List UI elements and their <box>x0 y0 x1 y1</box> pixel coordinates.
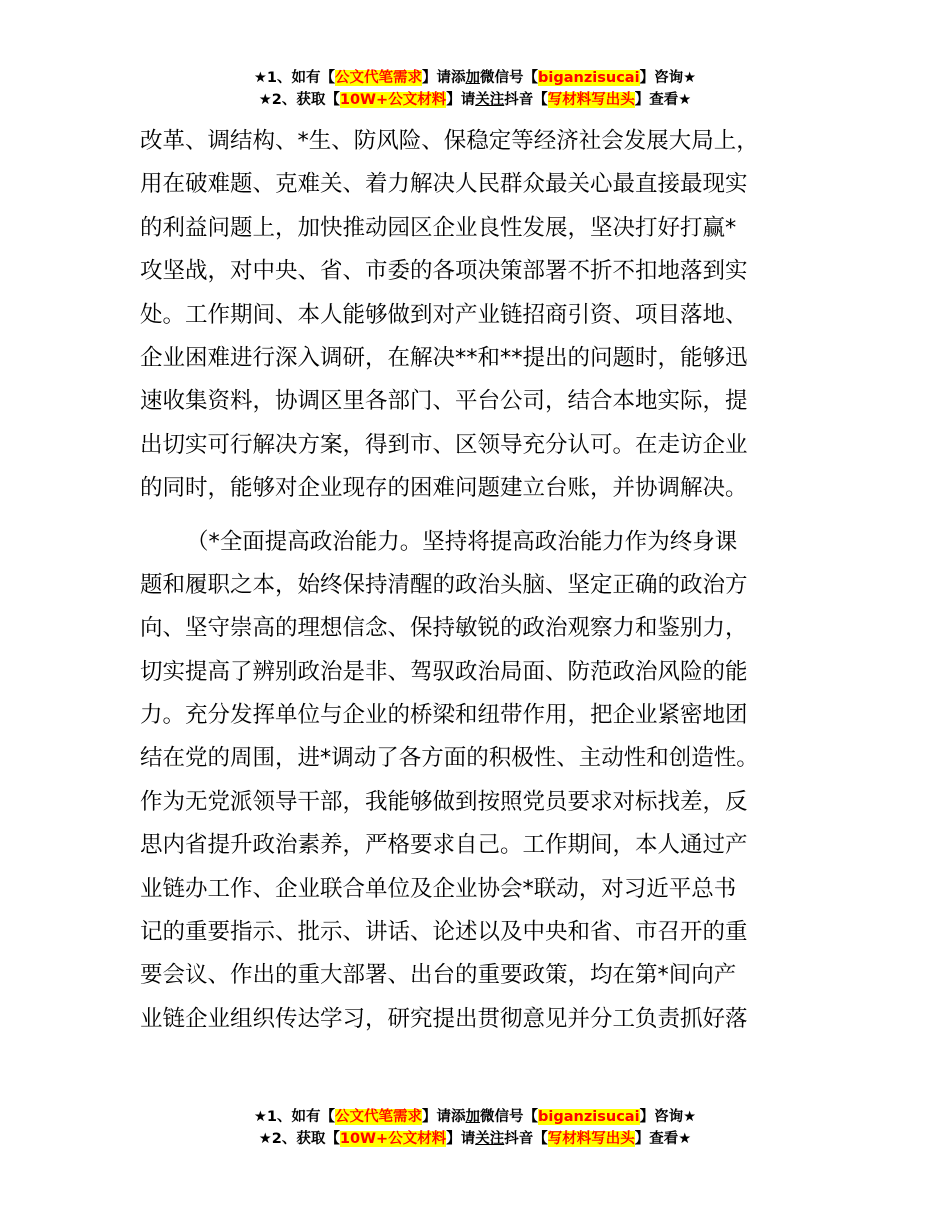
banner-text: 】请添 <box>422 1109 466 1125</box>
text-line: 思内省提升政治素养，严格要求自己。工作期间，本人通过产 <box>140 832 748 859</box>
banner-text: ★2、获取【 <box>258 1131 340 1147</box>
text-line: 攻坚战，对中央、省、市委的各项决策部署不折不扣地落到实 <box>140 258 748 285</box>
banner-text: 】查看★ <box>634 92 692 108</box>
banner-text: 】请 <box>446 92 476 108</box>
banner-text: ★2、获取【 <box>258 92 340 108</box>
highlight-wechat-id: biganzisucai <box>538 1109 640 1125</box>
text-line: 出切实可行解决方案，得到市、区领导充分认可。在走访企业 <box>140 431 748 458</box>
footer-banner <box>0 1106 950 1150</box>
banner-text: 抖音【 <box>504 1131 548 1147</box>
banner-text: 微信号【 <box>480 1109 539 1125</box>
text-line: 记的重要指示、批示、讲话、论述以及中央和省、市召开的重 <box>140 919 748 946</box>
banner-underlined-text: 加 <box>465 70 481 86</box>
banner-underlined-text: 加 <box>465 1109 481 1125</box>
highlight-douyin-account: 写材料写出头 <box>547 1131 635 1147</box>
text-line: 力。充分发挥单位与企业的桥梁和纽带作用，把企业紧密地团 <box>140 702 748 729</box>
paragraph-spacer <box>140 511 840 521</box>
text-line: 处。工作期间、本人能够做到对产业链招商引资、项目落地、 <box>140 301 748 328</box>
highlight-douyin-account: 写材料写出头 <box>547 92 635 108</box>
highlight-materials: 10W+公文材料 <box>339 92 447 108</box>
highlight-service: 公文代笔需求 <box>335 1109 423 1125</box>
highlight-service: 公文代笔需求 <box>335 70 423 86</box>
text-line: 要会议、作出的重大部署、出台的重要政策，均在第*间向产 <box>140 962 737 989</box>
text-line: 题和履职之本，始终保持清醒的政治头脑、坚定正确的政治方 <box>140 571 748 598</box>
banner-text: 】请添 <box>422 70 466 86</box>
banner-text: 】咨询★ <box>639 1109 697 1125</box>
banner-text: ★1、如有【 <box>253 70 336 86</box>
banner-text: 抖音【 <box>504 92 548 108</box>
banner-text: 】查看★ <box>634 1131 692 1147</box>
header-banner <box>0 67 950 111</box>
text-line: 的同时，能够对企业现存的困难问题建立台账，并协调解决。 <box>140 475 748 502</box>
text-line: 的利益问题上，加快推动园区企业良性发展，坚决打好打赢* <box>140 214 737 241</box>
banner-line-2 <box>0 1128 950 1150</box>
highlight-wechat-id: biganzisucai <box>538 70 640 86</box>
banner-underlined-text: 关注 <box>475 1131 505 1147</box>
text-line: 业链办工作、企业联合单位及企业协会*联动，对习近平总书 <box>140 875 737 902</box>
text-line: 结在党的周围，进*调动了各方面的积极性、主动性和创造性。 <box>140 745 759 772</box>
banner-line-2 <box>0 89 950 111</box>
banner-line-1 <box>0 1106 950 1128</box>
banner-text: ★1、如有【 <box>253 1109 336 1125</box>
banner-text: 】请 <box>446 1131 476 1147</box>
banner-line-1 <box>0 67 950 89</box>
document-body <box>140 120 840 1041</box>
text-line: 企业困难进行深入调研，在解决**和**提出的问题时，能够迅 <box>140 344 748 371</box>
paragraph-2 <box>140 521 840 1042</box>
paragraph-1 <box>140 120 840 511</box>
text-line: 改革、调结构、*生、防风险、保稳定等经济社会发展大局上， <box>140 128 759 154</box>
banner-underlined-text: 关注 <box>475 92 505 108</box>
text-line: 用在破难题、克难关、着力解决人民群众最关心最直接最现实 <box>140 171 748 198</box>
banner-text: 】咨询★ <box>639 70 697 86</box>
text-line: 速收集资料，协调区里各部门、平台公司，结合本地实际，提 <box>140 388 748 415</box>
text-line: 切实提高了辨别政治是非、驾驭政治局面、防范政治风险的能 <box>140 658 748 685</box>
highlight-materials: 10W+公文材料 <box>339 1131 447 1147</box>
text-line: （*全面提高政治能力。坚持将提高政治能力作为终身课 <box>186 528 738 555</box>
text-line: 作为无党派领导干部，我能够做到按照党员要求对标找差，反 <box>140 788 748 815</box>
banner-text: 微信号【 <box>480 70 539 86</box>
text-line: 向、坚守崇高的理想信念、保持敏锐的政治观察力和鉴别力， <box>140 615 748 642</box>
text-line: 业链企业组织传达学习，研究提出贯彻意见并分工负责抓好落 <box>140 1005 748 1032</box>
